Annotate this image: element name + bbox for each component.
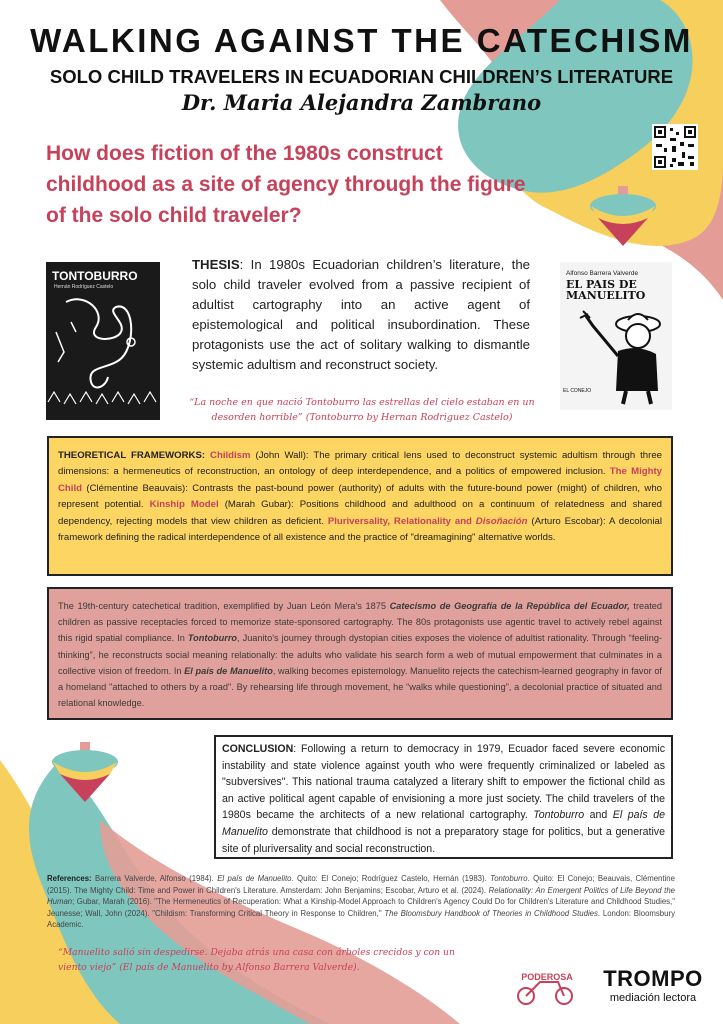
frameworks-label: THEORETICAL FRAMEWORKS: [58, 450, 206, 461]
poderosa-logo-text: PODEROSA [521, 972, 573, 982]
framework-childism-text: (John Wall): The primary critical lens used to deconstruct systemic adultism through three dimensions: a hermeneutics of reconstruction, an ontology of deep interdependence, and a politics of empowered inclusion. [58, 450, 662, 478]
tontoburro-illustration [46, 292, 160, 420]
qr-code[interactable] [652, 124, 698, 170]
reference-book: Relationality: An Emergent Politics of Life Beyond the Human [47, 885, 676, 907]
catechism-text: , walking becomes epistemology. Manuelito rejects the catechism-learned geography in favor of a homeland "attached to others by a road". By rehearsing life through movement, he “walks while questioning”, a decolonial practice of situated and relational knowledge. [58, 665, 662, 709]
poderosa-logo [510, 966, 584, 1006]
reference-text: ; Gubar, Marah (2016). "The Hermeneutics of Recuperation: What a Kinship-Model Approach to Children's Agency Could Do for Children's Literature and Childhood Studies," Jeunesse; Wall, John (2024). "Childism: Transforming Critical Theory in Response to Children," [47, 897, 675, 918]
book-title-tontoburro: Tontoburro [187, 633, 238, 644]
reference-text: Barrera Valverde, Alfonso (1984). [91, 874, 218, 883]
manuelito-illustration [578, 306, 670, 406]
thesis-text: : In 1980s Ecuadorian children’s literature, the solo child traveler evolved from a passive recipient of adultist cartography into an active agent of epistemological and political insubordination. These protagonists use the act of solitary walking to dismantle systemic adultism and reconstruct society. [192, 257, 530, 372]
trompo-logo: TROMPO [603, 966, 703, 991]
book-title-manuelito: El país de Manuelito [184, 665, 273, 676]
tontoburro-cover-title: TONTOBURRO [52, 269, 138, 283]
tontoburro-cover-image [46, 262, 160, 420]
reference-text: . London: Bloomsbury Academic. [47, 908, 675, 930]
reference-book: El país de Manuelito [217, 874, 292, 883]
catechism-text: The 19th-century catechetical tradition, exemplified by Juan León Mera's 1875 [58, 601, 390, 611]
references [47, 873, 675, 931]
framework-kinship-text: (Marah Gubar): Positions childhood and adulthood on a continuum of relatedness and shared dependency, rejecting models that view children as deficient. [58, 499, 662, 527]
reference-book: The Bloomsbury Handbook of Theories in Childhood Studies [384, 908, 598, 918]
framework-pluriversality-text: (Arturo Escobar): A decolonial framework defining the radical interdependence of all existence and the practice of "dreamagining" alternative worlds. [58, 515, 662, 544]
manuelito-cover-publisher: EL CONEJO [563, 388, 592, 394]
conclusion-text: and [584, 809, 613, 822]
book-title-manuelito: El país de Manuelito [222, 809, 665, 838]
framework-childism: Childism [210, 450, 251, 461]
conclusion-text: : Following a return to democracy in 1979, Ecuador faced severe economic instability and state violence against youth who were frequently criminalized or labeled as "subversives". This national trauma catalyzed a literary shift to empower the fictional child as an active political agent capable of envisioning a more just society. The child travelers of the 1980s became the architects of a new relational cartography. [222, 743, 665, 822]
catechism-text: , Juanito's journey through dystopian cities exposes the violence of adultist rationality. Through “feeling-thinking”, he reconstructs social meaning relationally: the adults who validate his search form a web of mutual empowerment that culminates in a collective vision of freedom. In [58, 633, 662, 676]
thesis-label: THESIS [192, 257, 240, 272]
manuelito-cover-author: Alfonso Barrera Valverde [566, 270, 639, 277]
research-question: How does fiction of the 1980s construct childhood as a site of agency through the figure of the solo child traveler? [46, 142, 526, 227]
conclusion-box [214, 735, 673, 859]
poster-author: Dr. Maria Alejandra Zambrano [181, 90, 542, 115]
reference-book: Tontoburro [490, 874, 528, 883]
thesis-paragraph [192, 255, 530, 375]
reference-text: . Quito: El Conejo; Beauvais, Clémentine (2015). The Mighty Child: Time and Power in Children's Literature. Amsterdam: John Benjamins; Escobar, Arturo et al. (2024). [47, 874, 675, 895]
theoretical-frameworks-box [47, 436, 673, 576]
catechism-text: treated children as passive receptacles forced to memorize state-sponsored cartography. The 80s protagonists use agentic travel to actively rebel against this rigid spatial compliance. In [58, 601, 663, 644]
tontoburro-cover-author: Hernán Rodríguez Castelo [54, 284, 114, 290]
book-title-catecismo: Catecismo de Geografía de la República del Ecuador, [389, 601, 630, 611]
spinning-top-icon [50, 742, 120, 804]
conclusion-label: CONCLUSION [222, 743, 294, 755]
references-label: References: [47, 874, 92, 883]
framework-kinship-model: Kinship Model [149, 499, 219, 511]
framework-disonacion: Disoñación [475, 515, 528, 527]
poster-subtitle: SOLO CHILD TRAVELERS IN ECUADORIAN CHILDREN’S LITERATURE [49, 66, 674, 87]
manuelito-cover-image [560, 262, 672, 410]
tontoburro-quote: “La noche en que nació Tontoburro las estrellas del cielo estaban en un desorden horrible” (Tontoburro by Hernan Rodriguez Castelo) [189, 397, 535, 423]
catechism-analysis-box [47, 587, 673, 720]
conclusion-text: demonstrate that childhood is not a preparatory stage for politics, but a generative site of pluriversality and social reconstruction. [222, 825, 665, 855]
trompo-logo-subtitle: mediación lectora [609, 992, 697, 1004]
framework-mighty-child-text: (Clémentine Beauvais): Contrasts the past-bound power (authority) of adults with the future-bound power (might) of children, who represent potential. [58, 482, 662, 511]
reference-text: . Quito: El Conejo; Rodríguez Castelo, Hernán (1983). [291, 874, 491, 883]
book-title-tontoburro: Tontoburro [533, 809, 585, 822]
poster-title: WALKING AGAINST THE CATECHISM [30, 22, 693, 59]
framework-pluriversality: Pluriversality, Relationality and [327, 515, 476, 527]
manuelito-quote: “Manuelito salió sin despedirse. Dejaba atrás una casa con árboles crecidos y con un viento viejo” (El país de Manuelito by Alfonso Barrera Valverde). [58, 947, 455, 973]
framework-mighty-child: The Mighty Child [58, 466, 662, 494]
spinning-top-icon [588, 186, 658, 248]
manuelito-cover-title: EL PAIS DE MANUELITO [566, 278, 646, 302]
